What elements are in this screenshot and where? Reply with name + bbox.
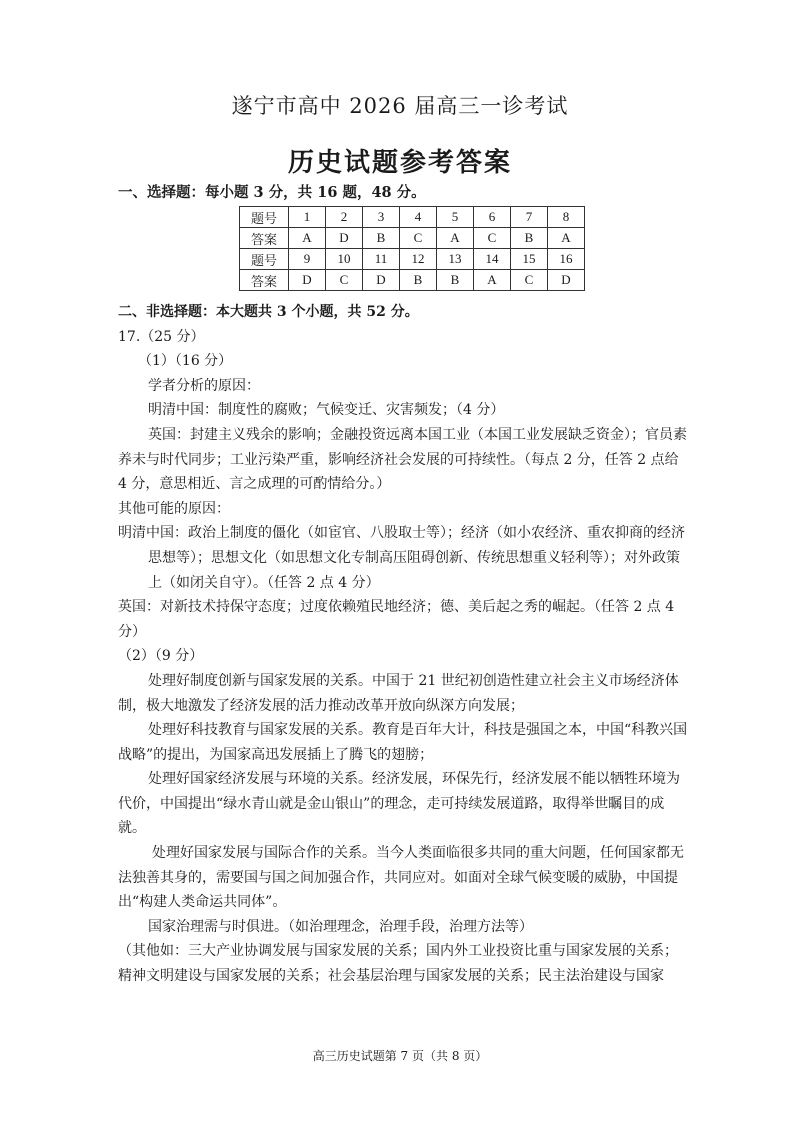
- answer-cell: D: [363, 270, 400, 291]
- answer-cell: C: [400, 228, 437, 249]
- row-header: 题号: [240, 249, 289, 270]
- exam-title: 遂宁市高中 2026 届高三一诊考试: [231, 94, 569, 118]
- answer-cell: D: [326, 228, 363, 249]
- table-row: [240, 270, 585, 291]
- question-number: 12: [400, 249, 437, 270]
- question-number: 7: [511, 207, 548, 228]
- question-number: 14: [474, 249, 511, 270]
- section1-heading: 一、选择题：每小题 3 分，共 16 题，48 分。: [118, 184, 426, 201]
- answer-cell: B: [363, 228, 400, 249]
- paragraph: 其他可能的原因：: [118, 500, 230, 517]
- question-number: 11: [363, 249, 400, 270]
- table-row: [240, 207, 585, 228]
- row-header: 答案: [240, 270, 289, 291]
- paragraph: 英国：对新技术持保守态度；过度依赖殖民地经济；德、美后起之秀的崛起。（任答 2 点 4 分）: [118, 599, 675, 640]
- question-number: 8: [548, 207, 585, 228]
- question-number: 16: [548, 249, 585, 270]
- answer-cell: C: [326, 270, 363, 291]
- paragraph: 明清中国：制度性的腐败；气候变迁、灾害频发；（4 分）: [148, 402, 505, 419]
- answer-cell: A: [289, 228, 326, 249]
- question-number: 10: [326, 249, 363, 270]
- question-number: 4: [400, 207, 437, 228]
- paragraph: 处理好国家发展与国际合作的关系。当今人类面临很多共同的重大问题，任何国家都无法独善其身的，需要国与国之间加强合作，共同应对。如面对全球气候变暖的威胁，中国提出“构建人类命运共同体”。: [118, 845, 684, 911]
- question-number: 13: [437, 249, 474, 270]
- question-number: 2: [326, 207, 363, 228]
- question-number: 5: [437, 207, 474, 228]
- answer-cell: A: [474, 270, 511, 291]
- question-number: 15: [511, 249, 548, 270]
- question-number: 3: [363, 207, 400, 228]
- page-footer: 高三历史试题第 7 页（共 8 页）: [312, 1049, 488, 1063]
- row-header: 题号: [240, 207, 289, 228]
- answer-cell: A: [437, 228, 474, 249]
- part-2-heading: （2）（9 分）: [118, 648, 204, 665]
- answer-cell: B: [437, 270, 474, 291]
- paragraph: （其他如：三大产业协调发展与国家发展的关系；国内外工业投资比重与国家发展的关系；精神文明建设与国家发展的关系；社会基层治理与国家发展的关系；民主法治建设与国家: [118, 943, 678, 985]
- table-row: [240, 249, 585, 270]
- paragraph: 国家治理需与时俱进。（如治理理念，治理手段，治理方法等）: [148, 918, 533, 935]
- question-17-heading: 17.（25 分）: [118, 328, 205, 345]
- paragraph: 学者分析的原因：: [148, 377, 260, 394]
- table-row: [240, 228, 585, 249]
- section2-heading: 二、非选择题：本大题共 3 个小题，共 52 分。: [118, 304, 419, 320]
- paragraph: 处理好科技教育与国家发展的关系。教育是百年大计，科技是强国之本，中国“科教兴国战略”的提出，为国家高迅发展插上了腾飞的翅膀；: [118, 722, 688, 763]
- answer-cell: C: [511, 270, 548, 291]
- paragraph: 处理好制度创新与国家发展的关系。中国于 21 世纪初创造性建立社会主义市场经济体制，极大地激发了经济发展的活力推动改革开放向纵深方向发展；: [118, 672, 679, 714]
- paragraph: 英国：封建主义残余的影响；金融投资远离本国工业（本国工业发展缺乏资金）；官员素养未与时代同步；工业污染严重，影响经济社会发展的可持续性。（每点 2 分，任答 2 点给 4 分，意思相近、言之成理的可酌情给分。）: [118, 426, 687, 493]
- question-number: 9: [289, 249, 326, 270]
- question-number: 1: [289, 207, 326, 228]
- row-header: 答案: [240, 228, 289, 249]
- answer-cell: B: [400, 270, 437, 291]
- answer-cell: B: [511, 228, 548, 249]
- paragraph: 明清中国：政治上制度的僵化（如宦官、八股取士等）；经济（如小农经济、重农抑商的经济思想等）；思想文化（如思想文化专制高压阻碍创新、传统思想重义轻利等）；对外政策上（如闭关自守）。（任答 2 点 4 分）: [118, 525, 685, 591]
- answer-body: [118, 300, 688, 989]
- question-number: 6: [474, 207, 511, 228]
- answer-table: [239, 206, 585, 291]
- part-1-heading: （1）（16 分）: [138, 353, 233, 370]
- answer-cell: A: [548, 228, 585, 249]
- paragraph: 处理好国家经济发展与环境的关系。经济发展，环保先行，经济发展不能以牺牲环境为代价，中国提出“绿水青山就是金山银山”的理念，走可持续发展道路，取得举世瞩目的成就。: [118, 771, 680, 837]
- answer-cell: D: [548, 270, 585, 291]
- answer-cell: D: [289, 270, 326, 291]
- document-title: 历史试题参考答案: [287, 148, 512, 178]
- answer-cell: C: [474, 228, 511, 249]
